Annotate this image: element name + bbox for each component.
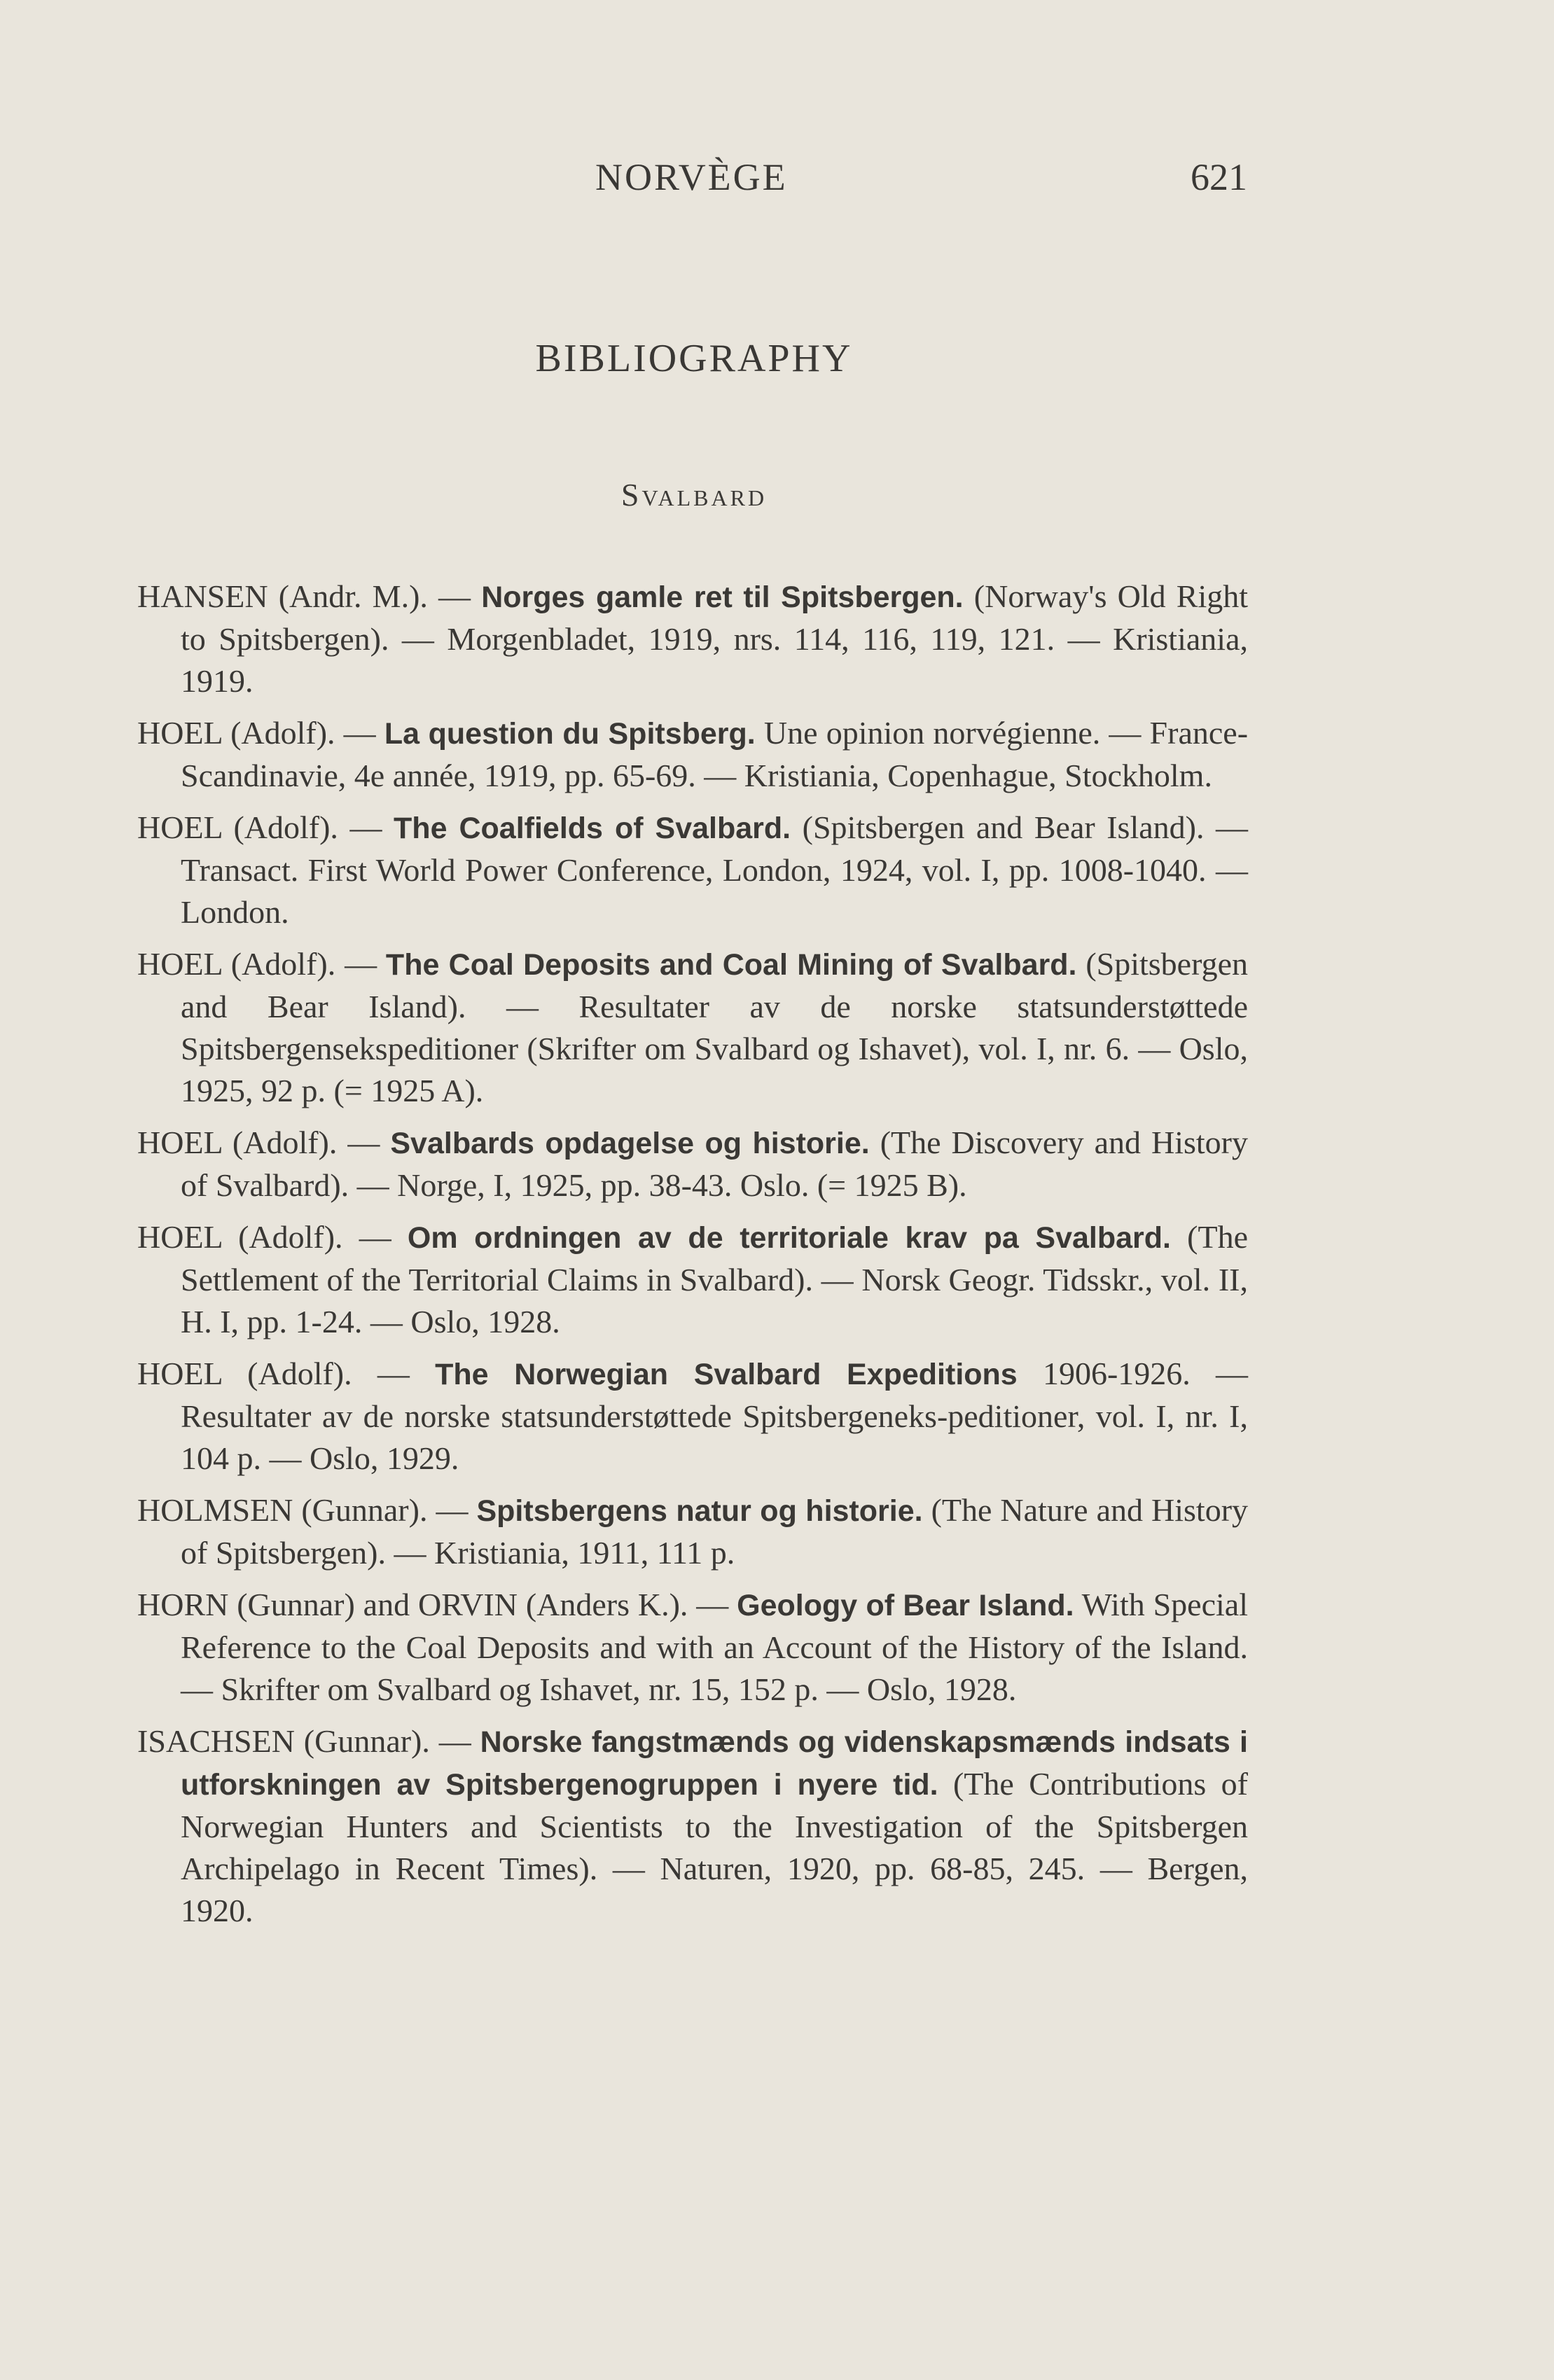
- bibliography-entry: [137, 1353, 1248, 1480]
- entry-details: (Spitsbergen and Bear Island). — Transact. First World Power Conference, London, 1924, vol. I, pp. 1008-1040. — London.: [181, 809, 1249, 930]
- entry-title: Geology of Bear Island.: [737, 1589, 1074, 1622]
- entry-title: Norges gamle ret til Spitsbergen.: [481, 580, 964, 614]
- entry-title: The Coalfields of Svalbard.: [394, 812, 791, 845]
- entry-title: The Coal Deposits and Coal Mining of Svalbard.: [385, 948, 1077, 982]
- running-title: NORVÈGE: [595, 156, 788, 198]
- entry-details: Une opinion norvégienne. — France-Scandinavie, 4e année, 1919, pp. 65-69. — Kristiania, Copenhague, Stockholm.: [181, 715, 1249, 793]
- bibliography-entry: [137, 1489, 1248, 1574]
- entry-title: Norske fangstmænds og videnskapsmænds indsats i utforskningen av Spitsbergenogruppen i nyere tid.: [181, 1725, 1248, 1802]
- bibliography-entry: [137, 1122, 1248, 1206]
- entry-title: Spitsbergens natur og historie.: [476, 1494, 923, 1528]
- bibliography-list: [137, 576, 1248, 1942]
- entry-author: HOEL (Adolf). —: [137, 1356, 410, 1391]
- bibliography-entry: [137, 712, 1248, 797]
- entry-author: HOEL (Adolf). —: [137, 1219, 391, 1255]
- entry-details: 1906-1926. — Resultater av de norske statsunderstøttede Spitsbergeneks-peditioner, vol. I, nr. I, 104 p. — Oslo, 1929.: [181, 1356, 1249, 1476]
- entry-author: HANSEN (Andr. M.). —: [137, 578, 471, 614]
- bibliography-entry: [137, 576, 1248, 702]
- bibliography-entry: [137, 1584, 1248, 1711]
- entry-details: (The Contributions of Norwegian Hunters and Scientists to the Investigation of the Spitsbergen Archipelago in Recent Times). — Naturen, 1920, pp. 68-85, 245. — Bergen, 1920.: [181, 1766, 1248, 1928]
- entry-details: (Spitsbergen and Bear Island). — Resultater av de norske statsunderstøttede Spitsbergensekspeditioner (Skrifter om Svalbard og Ishavet), vol. I, nr. 6. — Oslo, 1925, 92 p. (= 1925 A).: [181, 946, 1248, 1108]
- bibliography-entry: [137, 1720, 1248, 1932]
- entry-author: HORN (Gunnar) and ORVIN (Anders K.). —: [137, 1587, 729, 1622]
- section-title: BIBLIOGRAPHY: [535, 337, 853, 380]
- entry-title: Om ordningen av de territoriale krav pa Svalbard.: [407, 1221, 1171, 1255]
- entry-details: (The Discovery and History of Svalbard). — Norge, I, 1925, pp. 38-43. Oslo. (= 1925 B).: [181, 1125, 1249, 1203]
- bibliography-entry: [137, 1216, 1248, 1343]
- entry-title: La question du Spitsberg.: [384, 717, 756, 751]
- subsection-title: Svalbard: [620, 477, 768, 513]
- entry-author: HOLMSEN (Gunnar). —: [137, 1492, 469, 1528]
- entry-author: HOEL (Adolf). —: [137, 809, 382, 845]
- entry-details: (Norway's Old Right to Spitsbergen). — Morgenbladet, 1919, nrs. 114, 116, 119, 121. — Kristiania, 1919.: [181, 578, 1249, 699]
- entry-author: HOEL (Adolf). —: [137, 715, 376, 751]
- entry-details: With Special Reference to the Coal Deposits and with an Account of the History of the Island. — Skrifter om Svalbard og Ishavet, nr. 15, 152 p. — Oslo, 1928.: [181, 1587, 1248, 1707]
- page-number: 621: [1191, 156, 1247, 198]
- entry-title: The Norwegian Svalbard Expeditions: [435, 1358, 1018, 1391]
- bibliography-entry: [137, 943, 1248, 1112]
- entry-title: Svalbards opdagelse og historie.: [390, 1127, 870, 1160]
- bibliography-entry: [137, 807, 1248, 933]
- entry-author: HOEL (Adolf). —: [137, 946, 377, 982]
- entry-author: HOEL (Adolf). —: [137, 1125, 380, 1160]
- entry-details: (The Settlement of the Territorial Claims in Svalbard). — Norsk Geogr. Tidsskr., vol. II, H. I, pp. 1-24. — Oslo, 1928.: [181, 1219, 1249, 1339]
- entry-details: (The Nature and History of Spitsbergen). — Kristiania, 1911, 111 p.: [181, 1492, 1249, 1571]
- running-head: [0, 155, 1554, 204]
- entry-author: ISACHSEN (Gunnar). —: [137, 1723, 471, 1759]
